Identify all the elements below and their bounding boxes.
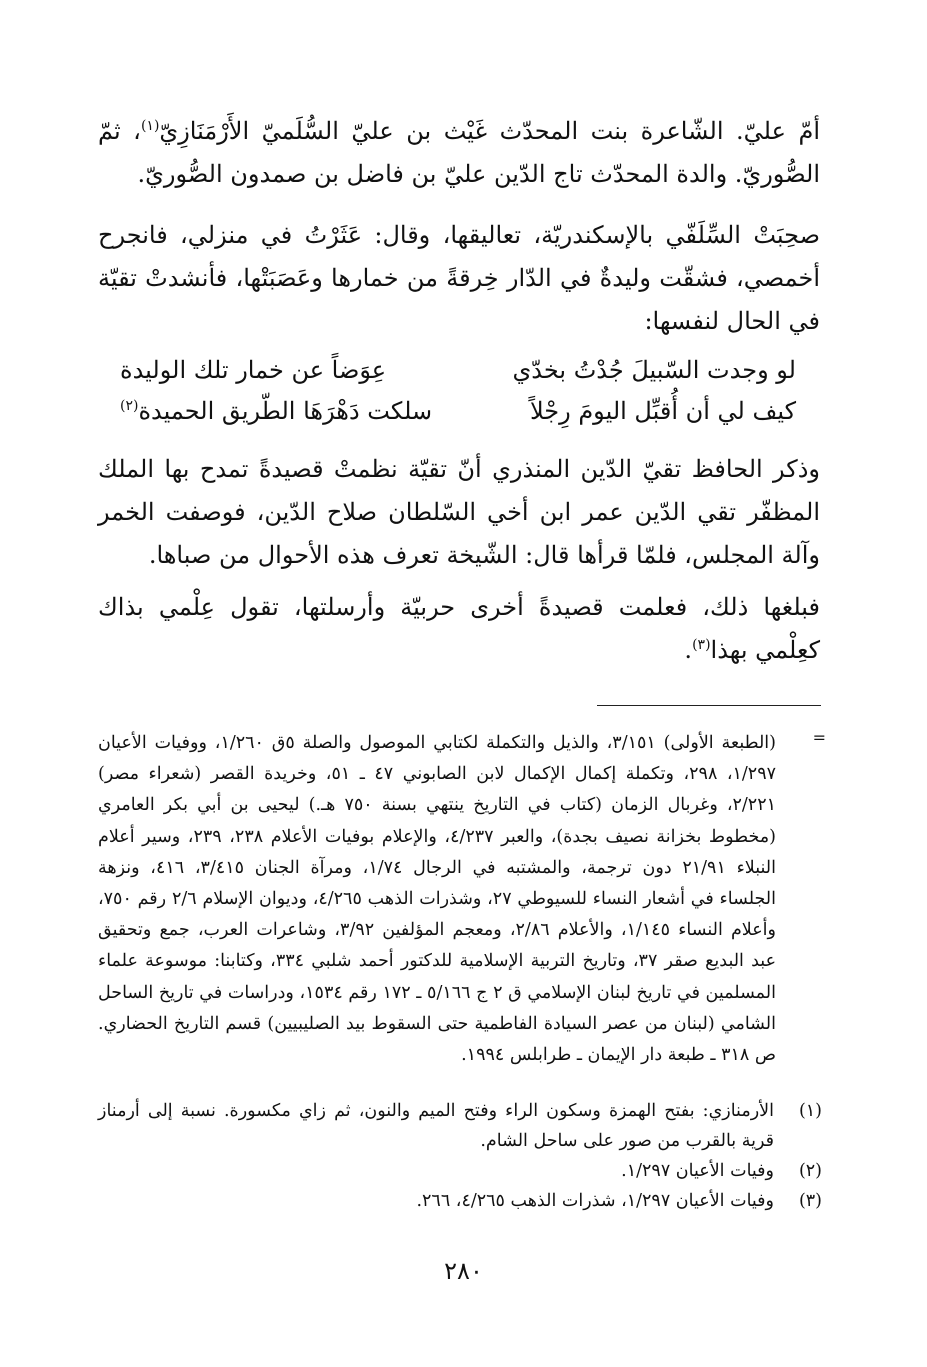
verse-first-hemistich: كيف لي أن أُقبِّل اليومَ رِجْلاً xyxy=(529,397,796,425)
verse-second-hemistich: عِوَضاً عن خمار تلك الوليدة xyxy=(120,356,387,384)
paragraph-text: وذكر الحافظ تقيّ الدّين المنذري أنّ تقيّة نظمتْ قصيدةً تمدح بها الملك المظفّر تقي الدّين عمر ابن أخي السّلطان صلاح الدّين، فوصفت الخمر وآلة المجلس، فلمّا قرأها قال: الشّيخة تعرف هذه الأحوال من صباها. xyxy=(98,455,820,569)
footnote-item xyxy=(98,1186,822,1216)
paragraph-anecdote xyxy=(98,214,820,343)
footnote-text: الأرمنازي: بفتح الهمزة وسكون الراء وفتح الميم والنون، ثم زاي مكسورة. نسبة إلى أرمناز قرية بالقرب من صور على ساحل الشام. xyxy=(98,1101,774,1151)
paragraph-text: صحِبَتْ السِّلَفّي بالإسكندريّة، تعاليقها، وقال: عَثَرْتُ في منزلي، فانجرح أخمصي، فشقّت وليدةٌ في الدّار خِرقةً من خمارها وعَصَبَتْها، فأنشدتْ تقيّة في الحال لنفسها: xyxy=(98,221,820,335)
footnote-ref-1: (١) xyxy=(140,118,160,134)
footnote-continuation xyxy=(98,728,826,1071)
verse-first-hemistich: لو وجدت السّبيلَ جُدْتُ بخدّي xyxy=(512,356,796,384)
footnote-ref-2: (٢) xyxy=(120,398,139,414)
paragraph-text: أمّ عليّ. الشّاعرة بنت المحدّث غَيْث بن عليّ السُّلَميّ الأَرْمَنَازِيّ xyxy=(159,117,820,145)
continuation-mark: = xyxy=(812,728,826,747)
footnote-number: (٢) xyxy=(798,1161,822,1181)
paragraph-biography-intro xyxy=(98,110,820,196)
poem-verses xyxy=(120,350,796,432)
footnote-text: وفيات الأعيان ١/٢٩٧. xyxy=(621,1161,774,1181)
footnote-item xyxy=(98,1096,822,1156)
poem-line xyxy=(120,350,796,391)
footnotes xyxy=(98,1096,822,1216)
footnote-item xyxy=(98,1156,822,1186)
footnote-separator xyxy=(597,705,821,706)
footnote-ref-3: (٣) xyxy=(692,637,711,653)
paragraph-text: فبلغها ذلك، فعلمت قصيدةً أخرى حربيّة وأرسلتها، تقول عِلْمي بذاك كعِلْمي بهذا xyxy=(98,593,820,664)
verse-second-hemistich xyxy=(120,391,432,432)
continuation-text: (الطبعة الأولى) ٣/١٥١، والذيل والتكملة لكتابي الموصول والصلة ٥ق ١/٢٦٠، ووفيات الأعيان ١/٢٩٧، ٢٩٨، وتكملة إكمال الإكمال لابن الصابوني ٤٧ ـ ٥١، وخريدة القصر (شعراء مصر) ٢/٢٢١، وغربال الزمان (كتاب في التاريخ ينتهي بسنة ٧٥٠ هـ.) ليحيى بن أبي بكر العامري (مخطوط بخزانة نصيف بجدة)، والعبر ٤/٢٣٧، والإعلام بوفيات الأعلام ٢٣٨، ٢٣٩، وسير أعلام النبلاء ٢١/٩١ دون ترجمة، والمشتبه في الرجال ١/٧٤، ومرآة الجنان ٣/٤١٥، ٤١٦، ونزهة الجلساء في أشعار النساء للسيوطي ٢٧، وشذرات الذهب ٤/٢٦٥، وديوان الإسلام ٢/٦ رقم ٧٥٠، وأعلام النساء ١/١٤٥، والأعلام ٢/٨٦، ومعجم المؤلفين ٣/٩٢، وشاعرات العرب، جمع وتحقيق عبد البديع صقر ٣٧، وتاريخ التربية الإسلامية للدكتور أحمد شلبي ٣٣٤، وكتابنا: موسوعة علماء المسلمين في تاريخ لبنان الإسلامي ق ٢ ج ٥/١٦٦ ـ ١٧٢ رقم ١٥٣٤، ودراسات في تاريخ الساحل الشامي (لبنان من عصر السيادة الفاطمية حتى السقوط بيد الصليبيين) قسم التاريخ الحضاري. ص ٣١٨ ـ طبعة دار الإيمان ـ طرابلس ١٩٩٤. xyxy=(98,733,777,1066)
footnote-text: وفيات الأعيان ١/٢٩٧، شذرات الذهب ٤/٢٦٥، ٢٦٦. xyxy=(416,1191,774,1211)
paragraph-text-tail: . xyxy=(684,636,693,664)
paragraph-text-tail: ، ثمّ الصُّوريّ. والدة المحدّث تاج الدّين عليّ بن فاضل بن صمدون الصُّوريّ. xyxy=(98,117,820,188)
paragraph-second-poem xyxy=(98,586,820,672)
verse-text: سلكت دَهْرَهَا الطّريق الحميدة xyxy=(138,397,433,425)
poem-line xyxy=(120,391,796,432)
paragraph-mundhiri-report xyxy=(98,448,820,577)
page-number: ٢٨٠ xyxy=(444,1257,483,1285)
footnote-number: (١) xyxy=(798,1101,822,1121)
footnote-number: (٣) xyxy=(798,1191,822,1211)
